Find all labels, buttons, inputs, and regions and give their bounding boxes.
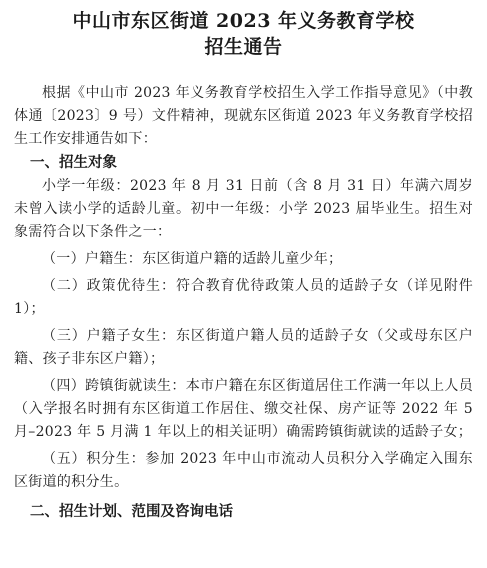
condition-item-5: （五）积分生：参加 2023 年中山市流动人员积分入学确定入围东区街道的积分生。 xyxy=(14,451,473,490)
section-heading-enrollment-targets: 一、招生对象 xyxy=(30,155,117,171)
section-heading-enrollment-plan: 二、招生计划、范围及咨询电话 xyxy=(30,504,233,520)
condition-item-2: （二）政策优待生：符合教育优待政策人员的适龄子女（详见附件 1）； xyxy=(14,278,473,317)
document-title-line1: 中山市东区街道 2023 年义务教育学校 xyxy=(72,10,415,32)
condition-item-3: （三）户籍子女生：东区街道户籍人员的适龄子女（父或母东区户籍、孩子非东区户籍）； xyxy=(14,328,473,367)
enrollment-targets-paragraph: 小学一年级：2023 年 8 月 31 日前（含 8 月 31 日）年满六周岁未曾入读小学的适龄儿童。初中一年级：小学 2023 届毕业生。招生对象需符合以下条件之一： xyxy=(14,178,473,240)
intro-paragraph: 根据《中山市 2023 年义务教育学校招生入学工作指导意见》（中教体通〔2023〕9 号）文件精神，现就东区街道 2023 年义务教育学校招生工作安排通告如下： xyxy=(14,85,473,147)
document-title-line2: 招生通告 xyxy=(204,36,283,58)
condition-item-4: （四）跨镇街就读生：本市户籍在东区街道居住工作满一年以上人员（入学报名时拥有东区街道工作居住、缴交社保、房产证等 2022 年 5 月–2023 年 5 月满 1 年以上的相关证明）确需跨镇街就读的适龄子女； xyxy=(14,378,473,440)
condition-item-1: （一）户籍生：东区街道户籍的适龄儿童少年； xyxy=(42,251,343,267)
